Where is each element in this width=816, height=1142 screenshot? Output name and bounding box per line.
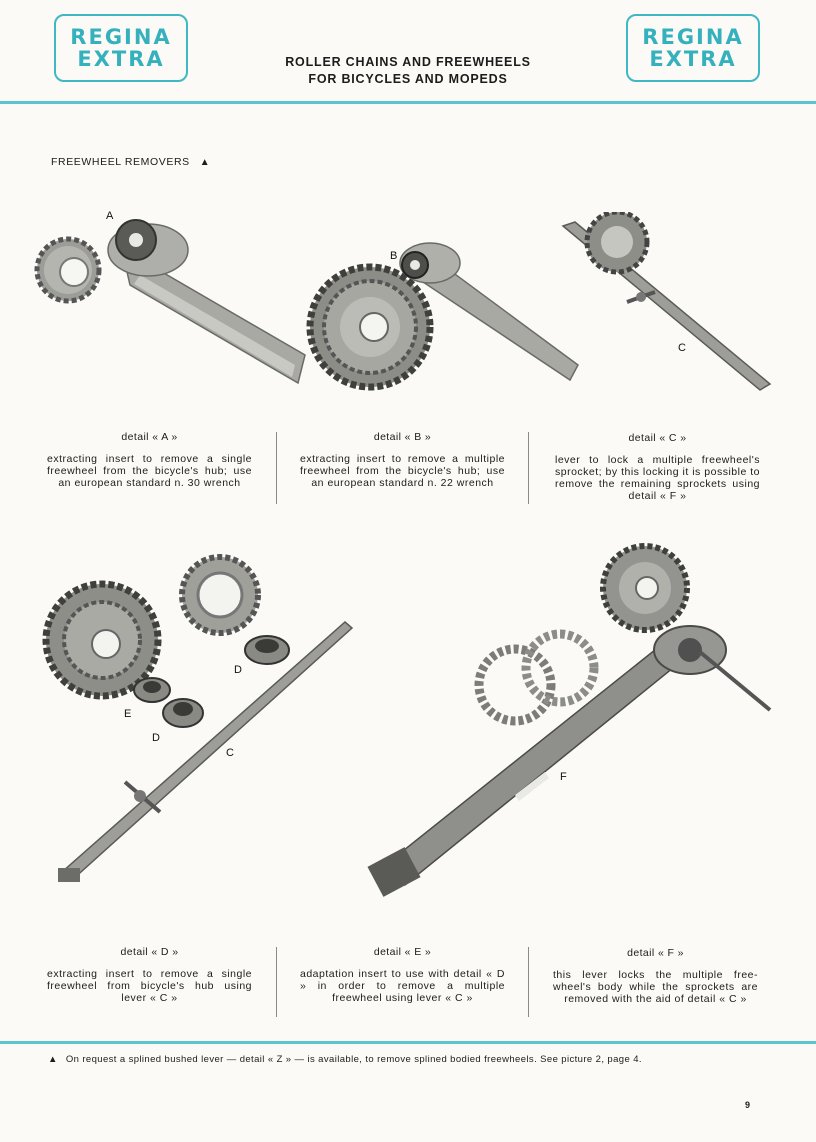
multiple-freewheel-icon [46,584,158,696]
caption-title: detail « A » [121,431,178,443]
caption-divider [276,432,277,504]
lever-f-icon [367,626,770,897]
single-sprocket-icon [37,239,99,301]
label-d-upper: D [234,664,242,676]
insert-e-icon [134,678,170,702]
caption-text: extracting insert to remove a multiple freewheel from the bicycle's hub; use an european standard n. 22 wrench [300,453,505,489]
caption-title: detail « C » [628,432,687,444]
caption-detail-a [47,431,252,489]
photo-detail-b [300,235,585,395]
footer-divider [0,1041,816,1044]
sprocket-pair-icon [479,634,594,721]
insert-d-upper-icon [245,636,289,664]
insert-d-lower-icon [163,699,203,727]
label-c-top: C [678,342,686,354]
caption-detail-f [553,947,758,1005]
regina-extra-logo-right [626,14,760,82]
section-title [51,156,210,168]
photo-detail-f [365,540,780,905]
header-divider [0,101,816,104]
label-c-bottom: C [226,747,234,759]
caption-divider [528,947,529,1017]
triangle-marker-icon: ▲ [199,157,211,168]
caption-title: detail « E » [373,946,432,958]
caption-text: adaptation insert to use with detail « D » in order to remove a multiple freewheel using lever « C » [300,968,505,1004]
label-f: F [560,771,567,783]
lever-c-icon [563,212,770,390]
single-sprocket-icon [182,557,258,633]
photo-detail-a [30,205,315,390]
page-title-line1: ROLLER CHAINS AND FREEWHEELS [285,55,531,69]
page-title-line2: FOR BICYCLES AND MOPEDS [308,72,508,86]
caption-divider [528,432,529,504]
caption-text: this lever locks the multiple free-wheel's body while the sprockets are removed with the aid of detail « C » [553,969,758,1005]
photo-detail-c [555,212,775,392]
caption-text: extracting insert to remove a single freewheel from the bicycle's hub; use an european standard n. 30 wrench [47,453,252,489]
caption-title: detail « D » [120,946,179,958]
page-title [200,54,616,88]
triangle-marker-icon: ▲ [48,1054,58,1065]
label-d-lower: D [152,732,160,744]
multiple-freewheel-icon [310,267,430,387]
section-title-text: FREEWHEEL REMOVERS [51,156,190,168]
footnote [48,1054,768,1065]
caption-text: extracting insert to remove a single freewheel from bicycle's hub using lever « C » [47,968,252,1004]
wrench-a-icon [108,220,305,383]
logo-line2: EXTRA [649,47,737,71]
logo-line1: REGINA [642,25,744,49]
logo-line1: REGINA [70,25,172,49]
photo-detail-d-e [40,550,360,895]
caption-title: detail « B » [373,431,432,443]
caption-text: lever to lock a multiple freewheel's sprocket; by this locking it is possible to remove the remaining sprockets using detail « F » [555,454,760,502]
label-b: B [390,250,398,262]
caption-title: detail « F » [627,947,684,959]
regina-extra-logo-left [54,14,188,82]
footnote-text: On request a splined bushed lever — detail « Z » — is available, to remove splined bodied freewheels. See picture 2, page 4. [65,1054,642,1065]
caption-detail-c [555,432,760,502]
multiple-freewheel-icon [603,546,687,630]
caption-divider [276,947,277,1017]
caption-detail-b [300,431,505,489]
page-number: 9 [745,1100,751,1110]
caption-detail-d [47,946,252,1004]
label-e: E [124,708,132,720]
label-a: A [106,210,114,222]
caption-detail-e [300,946,505,1004]
logo-line2: EXTRA [77,47,165,71]
